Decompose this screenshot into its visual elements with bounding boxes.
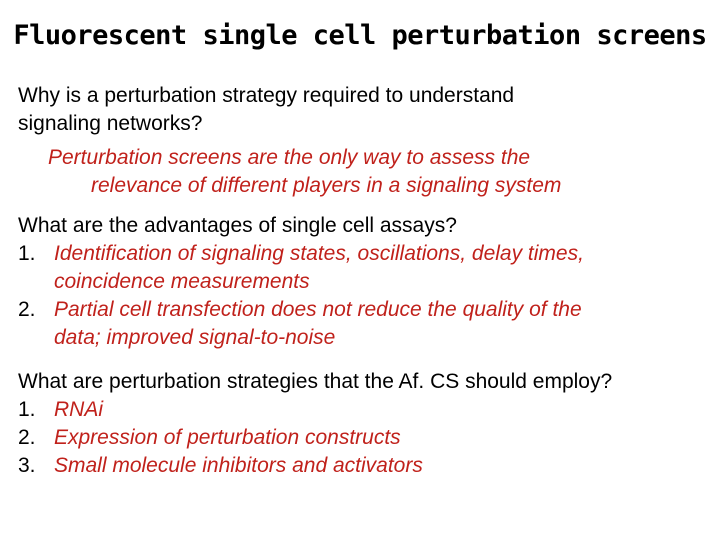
answer-1 bbox=[48, 144, 708, 200]
answer-1-line-1: Perturbation screens are the only way to assess the bbox=[48, 146, 531, 169]
list-item bbox=[18, 424, 708, 452]
list-number: 1. bbox=[18, 242, 36, 265]
list-item-line-2: data; improved signal-to-noise bbox=[54, 326, 336, 349]
list-number: 1. bbox=[18, 398, 36, 421]
spacer bbox=[18, 352, 708, 368]
list-item-text: RNAi bbox=[54, 398, 104, 421]
question-1-line-1: Why is a perturbation strategy required to understand bbox=[18, 84, 515, 107]
slide-title: Fluorescent single cell perturbation screens bbox=[13, 20, 707, 51]
answer-1-line-2: relevance of different players in a signaling system bbox=[91, 174, 562, 197]
list-item bbox=[18, 396, 708, 424]
list-item-text: Expression of perturbation constructs bbox=[54, 426, 401, 449]
list-number: 2. bbox=[18, 426, 36, 449]
question-2: What are the advantages of single cell assays? bbox=[18, 214, 457, 237]
list-item bbox=[18, 452, 708, 480]
list-item-text: Small molecule inhibitors and activators bbox=[54, 454, 423, 477]
list-item bbox=[18, 240, 708, 296]
list-item-text bbox=[54, 240, 708, 296]
question-1-line-2: signaling networks? bbox=[18, 112, 203, 135]
list-item-line-1: Identification of signaling states, oscillations, delay times, bbox=[54, 242, 584, 265]
list-item-line-1: Partial cell transfection does not reduce the quality of the bbox=[54, 298, 582, 321]
spacer bbox=[18, 200, 708, 212]
question-3: What are perturbation strategies that the Af. CS should employ? bbox=[18, 370, 613, 393]
list-item bbox=[18, 296, 708, 352]
slide-body bbox=[18, 82, 708, 480]
list-number: 2. bbox=[18, 298, 36, 321]
list-number: 3. bbox=[18, 454, 36, 477]
list-item-line-2: coincidence measurements bbox=[54, 270, 310, 293]
list-item-text bbox=[54, 296, 708, 352]
